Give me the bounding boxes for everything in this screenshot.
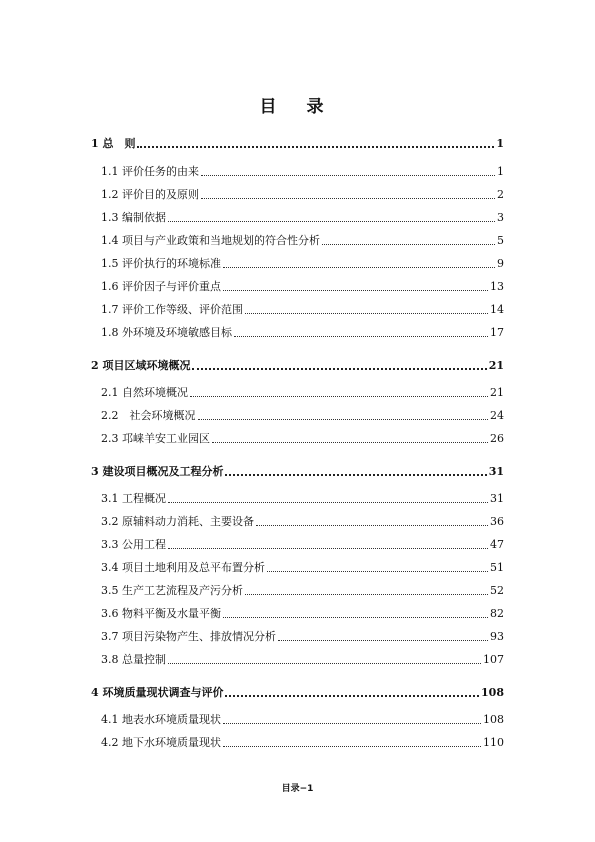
toc-entry-label: 2.3 邛崃羊安工业园区 (101, 432, 210, 445)
toc-entry-label: 3 建设项目概况及工程分析 (91, 465, 224, 478)
toc-entry-page-number: 36 (490, 515, 504, 528)
toc-chapter-entry[interactable] (91, 465, 504, 479)
toc-entry-page-number: 1 (497, 165, 504, 178)
dot-leader (201, 198, 495, 199)
toc-chapter-entry[interactable] (91, 137, 504, 151)
dot-leader (245, 594, 488, 595)
toc-section-entry[interactable] (101, 630, 504, 644)
toc-chapter-entry[interactable] (91, 686, 504, 700)
toc-section-entry[interactable] (101, 326, 504, 340)
toc-entry-label: 3.2 原辅料动力消耗、主要设备 (101, 515, 254, 528)
toc-entry-page-number: 108 (481, 686, 504, 699)
toc-entry-label: 1.1 评价任务的由来 (101, 165, 199, 178)
dot-leader (267, 571, 488, 572)
dot-leader (223, 746, 481, 747)
toc-entry-label: 3.6 物料平衡及水量平衡 (101, 607, 221, 620)
toc-entry-page-number: 82 (490, 607, 504, 620)
toc-entry-page-number: 110 (483, 736, 504, 749)
toc-entry-label: 3.8 总量控制 (101, 653, 166, 666)
toc-section-entry[interactable] (101, 432, 504, 446)
toc-entry-label: 3.7 项目污染物产生、排放情况分析 (101, 630, 276, 643)
toc-section-entry[interactable] (101, 234, 504, 248)
toc-entry-page-number: 21 (490, 386, 504, 399)
page-footer: 目录−1 (281, 784, 314, 794)
dot-leader (168, 221, 495, 222)
toc-entry-page-number: 93 (490, 630, 504, 643)
toc-entry-page-number: 5 (497, 234, 504, 247)
toc-section-entry[interactable] (101, 280, 504, 294)
dot-leader (223, 290, 488, 291)
toc-entry-label: 1.4 项目与产业政策和当地规划的符合性分析 (101, 234, 320, 247)
dot-leader (168, 502, 488, 503)
toc-section-entry[interactable] (101, 409, 504, 423)
toc-section-entry[interactable] (101, 538, 504, 552)
toc-entry-page-number: 24 (490, 409, 504, 422)
toc-section-entry[interactable] (101, 165, 504, 179)
dot-leader (225, 474, 486, 476)
dot-leader (212, 442, 488, 443)
dot-leader (278, 640, 488, 641)
dot-leader (192, 368, 486, 370)
dot-leader (201, 175, 495, 176)
toc-entry-page-number: 31 (488, 465, 504, 478)
toc-entry-page-number: 47 (490, 538, 504, 551)
dot-leader (256, 525, 488, 526)
toc-entry-page-number: 31 (490, 492, 504, 505)
toc-section-entry[interactable] (101, 211, 504, 225)
toc-section-entry[interactable] (101, 736, 504, 750)
dot-leader (190, 396, 488, 397)
toc-entry-page-number: 52 (490, 584, 504, 597)
toc-title: 目 录 (259, 97, 336, 117)
toc-entry-label: 3.3 公用工程 (101, 538, 166, 551)
toc-entry-page-number: 1 (496, 137, 504, 150)
toc-entry-label: 4.2 地下水环境质量现状 (101, 736, 221, 749)
toc-section-entry[interactable] (101, 257, 504, 271)
toc-chapter-entry[interactable] (91, 359, 504, 373)
toc-entry-label: 2.1 自然环境概况 (101, 386, 188, 399)
toc-entry-label: 1.8 外环境及环境敏感目标 (101, 326, 232, 339)
toc-entry-label: 1 总 则 (91, 137, 136, 150)
dot-leader (223, 267, 495, 268)
dot-leader (137, 146, 494, 148)
toc-section-entry[interactable] (101, 386, 504, 400)
dot-leader (322, 244, 495, 245)
toc-entry-page-number: 3 (497, 211, 504, 224)
toc-entry-label: 3.4 项目土地利用及总平布置分析 (101, 561, 265, 574)
dot-leader (198, 419, 489, 420)
toc-entry-page-number: 14 (490, 303, 504, 316)
dot-leader (223, 723, 481, 724)
dot-leader (225, 695, 479, 697)
toc-entry-label: 1.7 评价工作等级、评价范围 (101, 303, 243, 316)
toc-entry-label: 3.1 工程概况 (101, 492, 166, 505)
toc-entry-page-number: 13 (490, 280, 504, 293)
toc-entry-label: 2 项目区域环境概况 (91, 359, 191, 372)
toc-entry-label: 1.2 评价目的及原则 (101, 188, 199, 201)
dot-leader (168, 663, 481, 664)
dot-leader (234, 336, 488, 337)
toc-section-entry[interactable] (101, 492, 504, 506)
toc-entry-page-number: 26 (490, 432, 504, 445)
toc-section-entry[interactable] (101, 515, 504, 529)
toc-entry-label: 1.6 评价因子与评价重点 (101, 280, 221, 293)
toc-entry-page-number: 107 (483, 653, 504, 666)
toc-section-entry[interactable] (101, 713, 504, 727)
toc-section-entry[interactable] (101, 653, 504, 667)
dot-leader (245, 313, 488, 314)
toc-section-entry[interactable] (101, 188, 504, 202)
toc-entry-label: 1.5 评价执行的环境标准 (101, 257, 221, 270)
toc-entry-label: 1.3 编制依据 (101, 211, 166, 224)
toc-entry-label: 4 环境质量现状调查与评价 (91, 686, 224, 699)
toc-section-entry[interactable] (101, 584, 504, 598)
toc-entry-label: 2.2 社会环境概况 (101, 409, 196, 422)
toc-entry-label: 3.5 生产工艺流程及产污分析 (101, 584, 243, 597)
toc-entry-page-number: 51 (490, 561, 504, 574)
toc-entry-page-number: 17 (490, 326, 504, 339)
toc-entry-page-number: 9 (497, 257, 504, 270)
toc-entry-page-number: 108 (483, 713, 504, 726)
toc-entry-page-number: 2 (497, 188, 504, 201)
dot-leader (223, 617, 488, 618)
toc-entry-page-number: 21 (488, 359, 504, 372)
dot-leader (168, 548, 488, 549)
toc-section-entry[interactable] (101, 303, 504, 317)
toc-section-entry[interactable] (101, 561, 504, 575)
toc-entry-label: 4.1 地表水环境质量现状 (101, 713, 221, 726)
toc-section-entry[interactable] (101, 607, 504, 621)
